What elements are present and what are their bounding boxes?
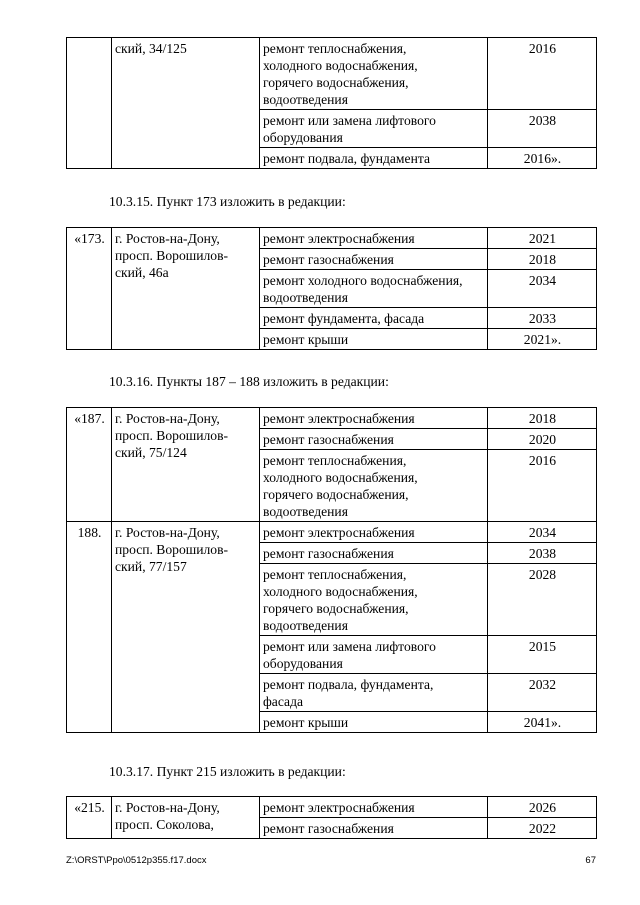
address-cell: г. Ростов-на-Дону, просп. Ворошилов- ский, 46а (112, 228, 260, 350)
paragraph-10-3-17: 10.3.17. Пункт 215 изложить в редакции: (109, 764, 346, 779)
year-cell: 2020 (488, 429, 597, 450)
file-path: Z:\ORST\Ppo\0512p355.f17.docx (66, 855, 207, 866)
item-number: 188. (67, 522, 112, 733)
paragraph-10-3-16: 10.3.16. Пункты 187 – 188 изложить в редакции: (109, 374, 389, 389)
work-type-cell: ремонт теплоснабжения, холодного водоснабжения, горячего водоснабжения, водоотведения (260, 450, 488, 522)
item-number: «173. (67, 228, 112, 350)
works-table-172-continued (66, 37, 597, 169)
year-cell: 2033 (488, 308, 597, 329)
year-cell: 2034 (488, 522, 597, 543)
work-type-cell: ремонт электроснабжения (260, 797, 488, 818)
works-table-187-188 (66, 407, 597, 733)
work-type-cell: ремонт электроснабжения (260, 228, 488, 249)
table-row (67, 797, 597, 818)
year-cell: 2032 (488, 674, 597, 712)
year-cell: 2038 (488, 110, 597, 148)
work-type-cell: ремонт теплоснабжения, холодного водоснабжения, горячего водоснабжения, водоотведения (260, 38, 488, 110)
work-type-cell: ремонт фундамента, фасада (260, 308, 488, 329)
year-cell: 2021». (488, 329, 597, 350)
work-type-cell: ремонт электроснабжения (260, 408, 488, 429)
work-type-cell: ремонт газоснабжения (260, 543, 488, 564)
work-type-cell: ремонт холодного водоснабжения, водоотведения (260, 270, 488, 308)
year-cell: 2038 (488, 543, 597, 564)
work-type-cell: ремонт теплоснабжения, холодного водоснабжения, горячего водоснабжения, водоотведения (260, 564, 488, 636)
table-row (67, 38, 597, 110)
paragraph-10-3-15: 10.3.15. Пункт 173 изложить в редакции: (109, 194, 346, 209)
year-cell: 2016 (488, 450, 597, 522)
page-number: 67 (585, 855, 596, 866)
work-type-cell: ремонт электроснабжения (260, 522, 488, 543)
year-cell: 2034 (488, 270, 597, 308)
table-row (67, 408, 597, 429)
year-cell: 2028 (488, 564, 597, 636)
address-cell: г. Ростов-на-Дону, просп. Ворошилов- ский, 75/124 (112, 408, 260, 522)
year-cell: 2041». (488, 712, 597, 733)
item-number: «215. (67, 797, 112, 839)
works-table-173 (66, 227, 597, 350)
year-cell: 2016 (488, 38, 597, 110)
work-type-cell: ремонт крыши (260, 712, 488, 733)
work-type-cell: ремонт газоснабжения (260, 429, 488, 450)
work-type-cell: ремонт газоснабжения (260, 249, 488, 270)
year-cell: 2026 (488, 797, 597, 818)
year-cell: 2015 (488, 636, 597, 674)
year-cell: 2022 (488, 818, 597, 839)
address-cell: г. Ростов-на-Дону, просп. Ворошилов- ский, 77/157 (112, 522, 260, 733)
page-footer (66, 852, 596, 869)
work-type-cell: ремонт или замена лифтового оборудования (260, 110, 488, 148)
works-table-215 (66, 796, 597, 839)
year-cell: 2018 (488, 249, 597, 270)
table-row (67, 228, 597, 249)
item-number: «187. (67, 408, 112, 522)
item-number (67, 38, 112, 169)
year-cell: 2018 (488, 408, 597, 429)
work-type-cell: ремонт подвала, фундамента, фасада (260, 674, 488, 712)
work-type-cell: ремонт подвала, фундамента (260, 148, 488, 169)
address-cell: г. Ростов-на-Дону, просп. Соколова, (112, 797, 260, 839)
year-cell: 2016». (488, 148, 597, 169)
address-cell: ский, 34/125 (112, 38, 260, 169)
table-row (67, 522, 597, 543)
year-cell: 2021 (488, 228, 597, 249)
work-type-cell: ремонт или замена лифтового оборудования (260, 636, 488, 674)
work-type-cell: ремонт газоснабжения (260, 818, 488, 839)
work-type-cell: ремонт крыши (260, 329, 488, 350)
